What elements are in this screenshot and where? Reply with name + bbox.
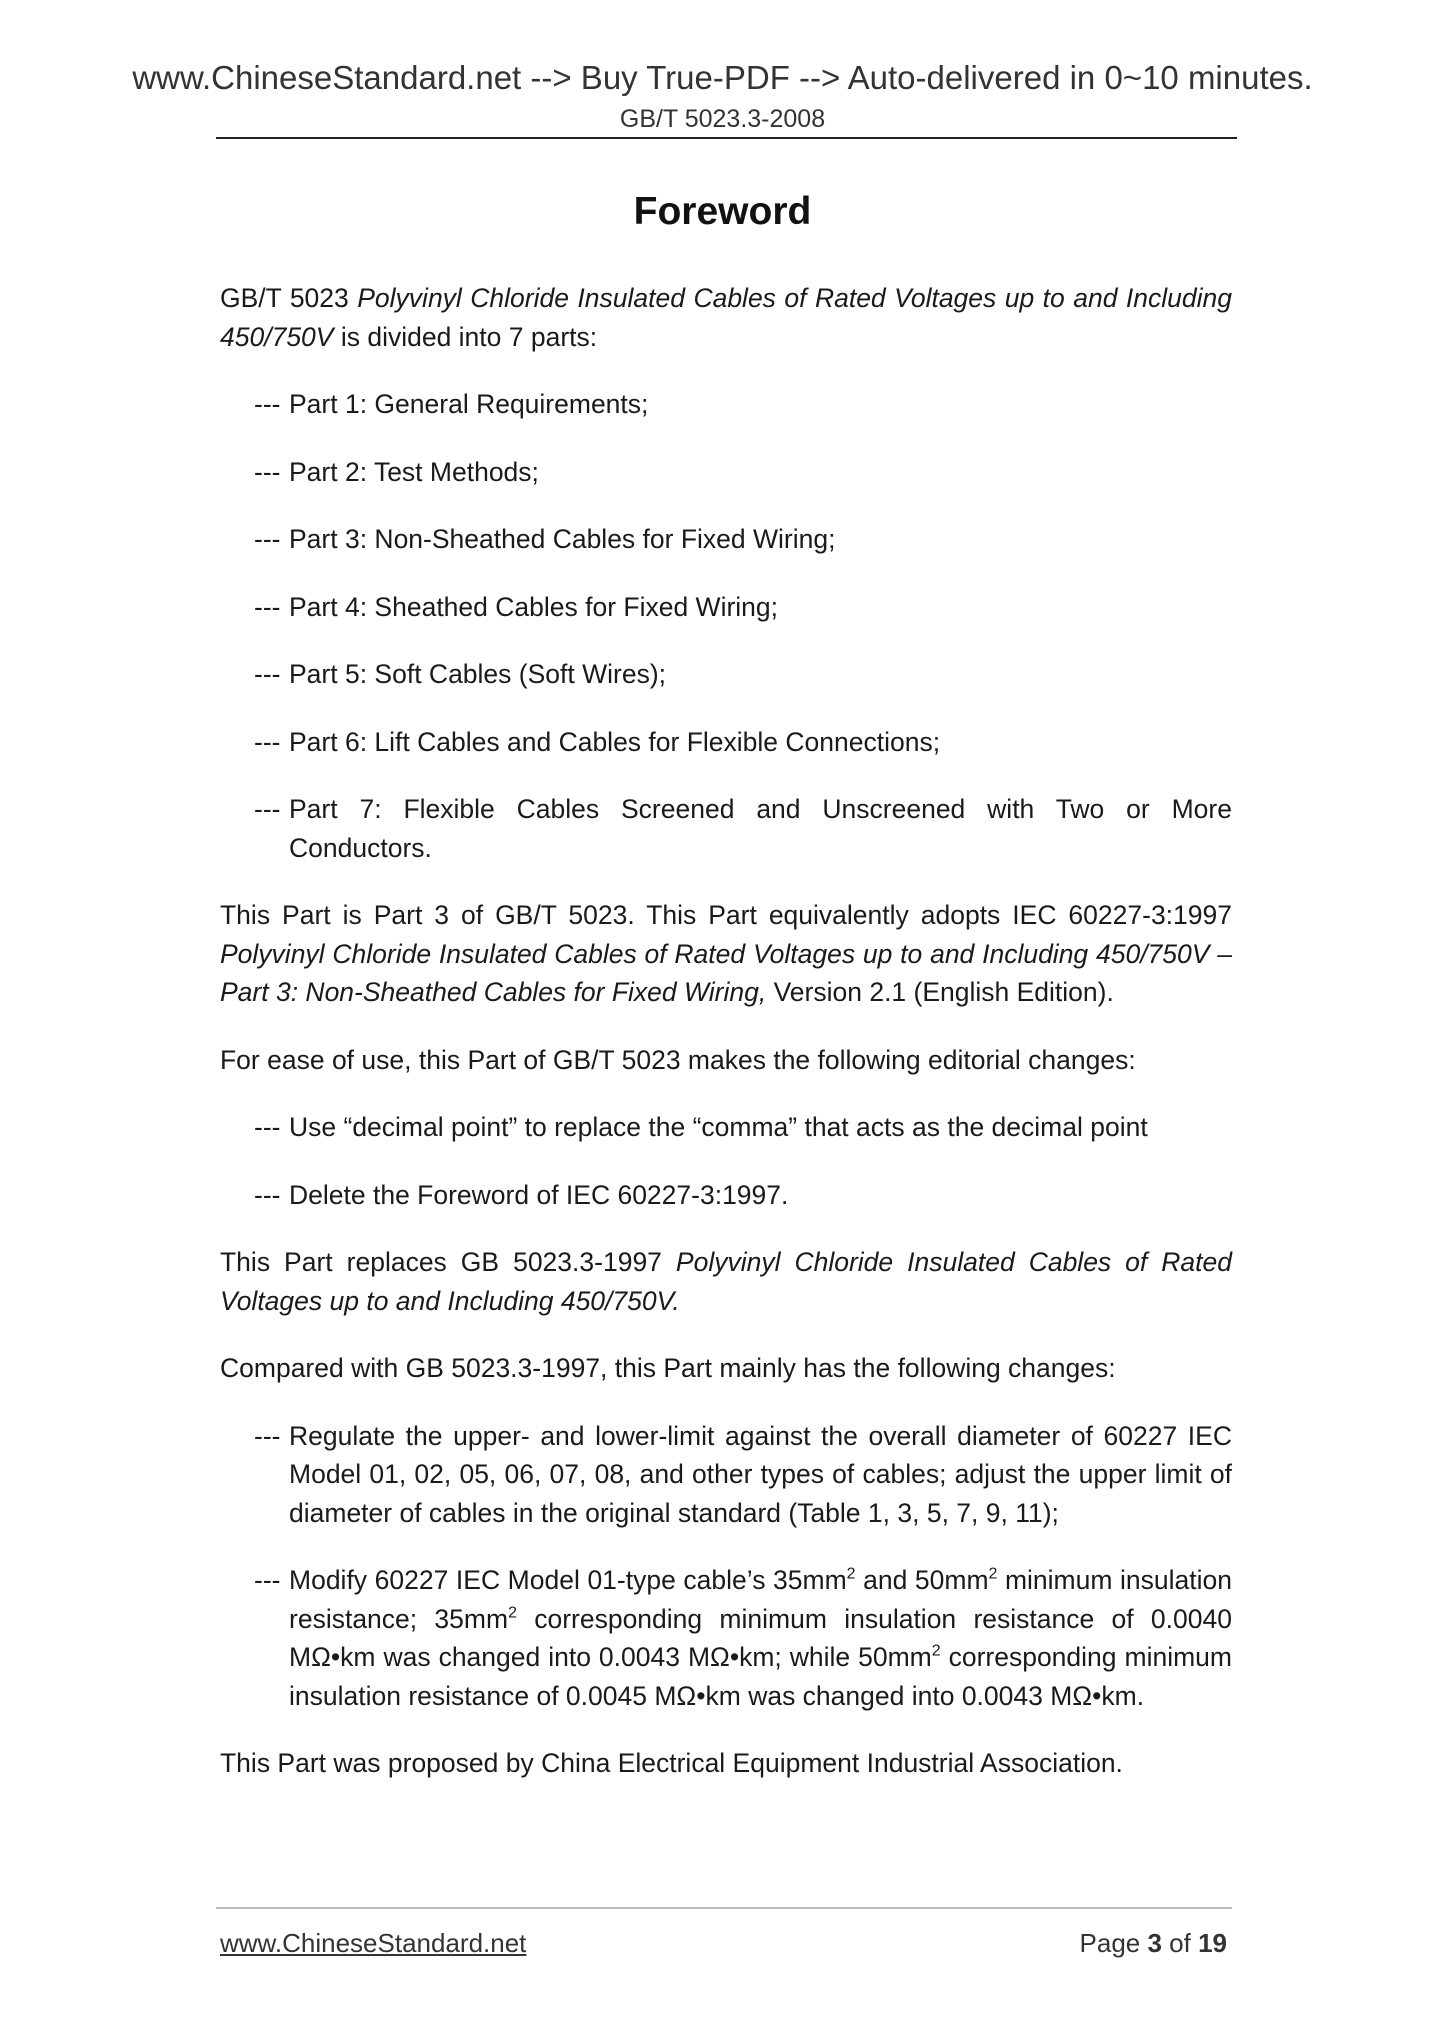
part-list-item: --- Part 3: Non-Sheathed Cables for Fixed Wiring; [254,524,836,554]
footer-website-link[interactable]: www.ChineseStandard.net [220,1928,527,1958]
editorial-list-item: --- Delete the Foreword of IEC 60227-3:1997. [254,1179,789,1210]
editorial-intro: For ease of use, this Part of GB/T 5023 makes the following editorial changes: [220,1044,1136,1075]
part-list-item: --- Part 7: Flexible Cables Screened and Unscreened with Two or More Conductors. [254,794,1232,863]
part-list-item: --- Part 5: Soft Cables (Soft Wires); [254,659,667,689]
header-divider [216,137,1237,139]
header-banner: www.ChineseStandard.net --> Buy True-PDF --> Auto-delivered in 0~10 minutes. [132,59,1313,96]
editorial-list-item: --- Use “decimal point” to replace the “comma” that acts as the decimal point [254,1112,1148,1142]
replaces-paragraph: This Part replaces GB 5023.3-1997 Polyvinyl Chloride Insulated Cables of Rated Voltages up to and Including 450/750V. [220,1247,1232,1316]
intro-paragraph: GB/T 5023 Polyvinyl Chloride Insulated Cables of Rated Voltages up to and Including 450/750V is divided into 7 parts: [220,283,1232,352]
page-title: Foreword [633,190,812,233]
part-list-item: --- Part 4: Sheathed Cables for Fixed Wiring; [254,591,779,622]
part-list-item: --- Part 2: Test Methods; [254,456,539,487]
page-number: Page 3 of 19 [1079,1928,1227,1958]
part-list-item: --- Part 6: Lift Cables and Cables for Flexible Connections; [254,726,941,757]
part-list-item: --- Part 1: General Requirements; [254,389,649,419]
adoption-paragraph: This Part is Part 3 of GB/T 5023. This Part equivalently adopts IEC 60227-3:1997 Polyvinyl Chloride Insulated Cables of Rated Voltages up to and Including 450/750V – Part 3: Non-Sheathed Cables for Fixed Wiring, Version 2.1 (English Edition). [220,900,1232,1007]
header-standard-number: GB/T 5023.3-2008 [619,105,826,133]
footer-divider [216,1907,1232,1909]
foreword-body [220,279,1232,1812]
change-list-item: --- Regulate the upper- and lower-limit against the overall diameter of 60227 IEC Model 01, 02, 05, 06, 07, 08, and other types of cables; adjust the upper limit of diameter of cables in the original standard (Table 1, 3, 5, 7, 9, 11); [254,1420,1232,1528]
changes-intro: Compared with GB 5023.3-1997, this Part mainly has the following changes: [220,1353,1116,1383]
change-list-item: --- Modify 60227 IEC Model 01-type cable’s $35mm^2$ and $50mm^2$ minimum insulation resistance; $35mm^2$ corresponding minimum insulation resistance of 0.0040 MΩ•km was changed into 0.0043 MΩ•km; while $50mm^2$ corresponding minimum insulation resistance of 0.0045 MΩ•km was changed into 0.0043 MΩ•km. [254,1565,1232,1711]
proposed-paragraph: This Part was proposed by China Electrical Equipment Industrial Association. [220,1748,1123,1778]
